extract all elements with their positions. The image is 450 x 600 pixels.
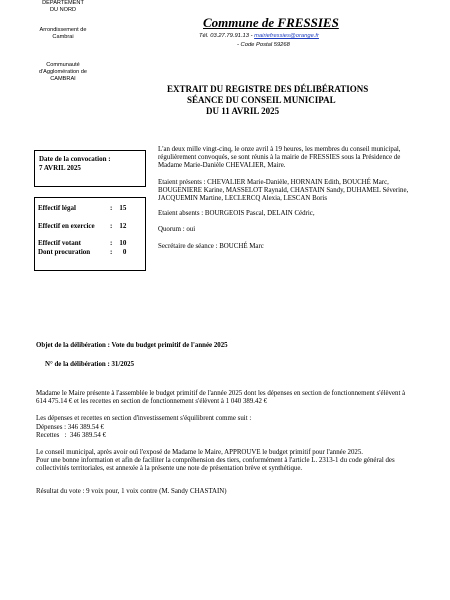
effectif-exercice-row <box>38 222 145 231</box>
count-value: 10 <box>119 239 127 247</box>
secretaire: Secrétaire de séance : BOUCHÉ Marc <box>158 242 264 250</box>
count-label: Dont procuration <box>38 247 91 256</box>
recettes-line: Recettes : 346 389.54 € <box>36 431 107 439</box>
communaute-line: Communauté <box>46 62 80 68</box>
postal-code: - Code Postal 59268 <box>237 42 290 48</box>
email-link[interactable]: mairiefressies@orange.fr <box>254 33 319 39</box>
annex-note: Pour une bonne information et afin de faciliter la compréhension des tiers, conformément à l'article L. 2313-1 du code général des collectivités territoriales, est annexée à la présente une note de présentation brève et synthétique. <box>36 457 395 473</box>
title-line-2: SÉANCE DU CONSEIL MUNICIPAL <box>187 95 336 105</box>
depenses-line: Dépenses : 346 389.54 € <box>36 423 104 431</box>
procuration-row <box>38 248 145 257</box>
count-sep: : <box>110 221 113 230</box>
communaute-block <box>28 62 98 83</box>
quorum: Quorum : oui <box>158 226 196 234</box>
count-value: 15 <box>119 204 127 212</box>
vote-result: Résultat du vote : 9 voix pour, 1 voix contre (M. Sandy CHASTAIN) <box>36 487 227 495</box>
arrondissement-block <box>28 27 98 41</box>
dept-line: DEPARTEMENT <box>42 0 84 6</box>
convocation-box <box>34 150 146 187</box>
count-sep: : <box>110 247 113 256</box>
contact-line <box>199 32 319 40</box>
count-label: Effectif en exercice <box>38 221 95 230</box>
arrondissement-line: Arrondissement de <box>39 27 87 33</box>
count-label: Effectif légal <box>38 204 76 212</box>
effectif-votant-row <box>38 239 145 248</box>
effectifs-box <box>34 197 146 271</box>
deliberation-subject: Objet de la délibération : Vote du budget primitif de l'année 2025 <box>36 342 228 349</box>
department-block <box>28 0 98 14</box>
dept-line: DU NORD <box>49 7 77 13</box>
deliberation-number: N° de la délibération : 31/2025 <box>45 361 135 368</box>
count-sep: : <box>110 239 113 247</box>
effectif-legal-row <box>38 204 145 213</box>
convocation-date: 7 AVRIL 2025 <box>39 163 81 172</box>
convocation-label: Date de la convocation : <box>39 155 111 163</box>
communaute-line: CAMBRAI <box>50 76 76 82</box>
present-members: Etaient présents : CHEVALIER Marie-Danièle, HORNAIN Edith, BOUCHÉ Marc, BOUGENIERE Karine, MASSELOT Raynald, CHASTAIN Sandy, DUHAMEL Séverine, JACQUEMIN Martine, LECLERCQ Alexia, LESCAN Boris <box>158 178 409 203</box>
telephone: Tél. 03.27.79.91.13 - <box>199 33 253 39</box>
investissement-intro: Les dépenses et recettes en section d'investissement s'équilibrent comme suit : <box>36 415 252 423</box>
count-value: 0 <box>122 247 127 256</box>
count-value: 12 <box>119 221 127 230</box>
absent-members: Etaient absents : BOURGEOIS Pascal, DELAIN Cédric, <box>158 210 315 218</box>
count-sep: : <box>110 204 113 212</box>
budget-presentation: Madame le Maire présente à l'assemblée le budget primitif de l'année 2025 dont les dépenses en section de fonctionnement s'élèvent à 614 475.14 € et les recettes en section de fonctionnement s'élèvent à 1 040 389.42 € <box>36 390 406 406</box>
session-block <box>158 146 418 251</box>
title-line-3: DU 11 AVRIL 2025 <box>206 106 280 116</box>
communaute-line: d'Agglomération de <box>38 69 88 75</box>
commune-title: Commune de FRESSIES <box>203 15 339 30</box>
deliberation-body <box>36 390 416 496</box>
approval-text: Le conseil municipal, après avoir ouï l'exposé de Madame le Maire, APPROUVE le budget primitif pour l'année 2025. <box>36 449 364 457</box>
count-label: Effectif votant <box>38 239 81 247</box>
session-intro: L'an deux mille vingt-cinq, le onze avril à 19 heures, les membres du conseil municipal, régulièrement convoqués, se sont réunis à la mairie de FRESSIES sous la Présidence de Madame Marie-Danièle CHEVALIER, Maire. <box>158 146 401 170</box>
arrondissement-line: Cambrai <box>52 34 74 40</box>
title-line-1: EXTRAIT DU REGISTRE DES DÉLIBÉRATIONS <box>167 84 369 94</box>
